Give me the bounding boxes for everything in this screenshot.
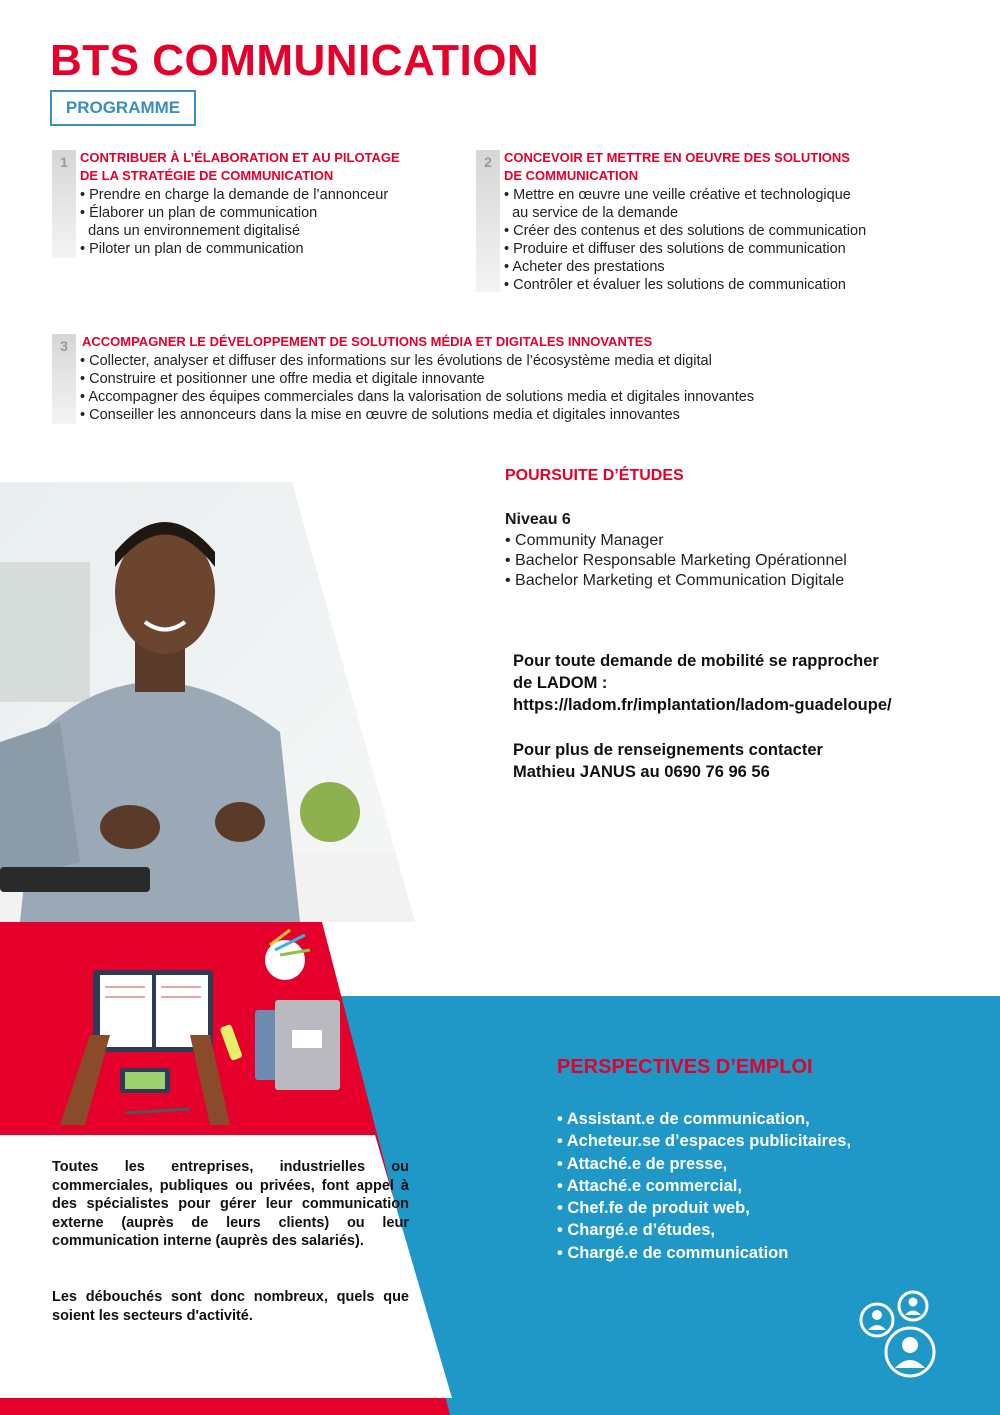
info-line1: Pour plus de renseignements contacter bbox=[513, 741, 823, 759]
section-2-title bbox=[504, 149, 850, 185]
ladom-link[interactable]: https://ladom.fr/implantation/ladom-guadeloupe/ bbox=[513, 696, 892, 714]
list-item: • Chargé.e de communication bbox=[557, 1242, 851, 1264]
section-1-list bbox=[80, 186, 388, 258]
poursuite-list bbox=[505, 531, 847, 591]
list-item: • Créer des contenus et des solutions de communication bbox=[504, 222, 866, 240]
list-item: • Attaché.e de presse, bbox=[557, 1153, 851, 1175]
list-item: • Acheter des prestations bbox=[504, 258, 866, 276]
section-1-number: 1 bbox=[52, 150, 76, 258]
list-item: • Contrôler et évaluer les solutions de communication bbox=[504, 276, 866, 294]
card-paragraph-2: Les débouchés sont donc nombreux, quels que soient les secteurs d'activité. bbox=[52, 1289, 409, 1324]
niveau-label: Niveau 6 bbox=[505, 511, 571, 528]
list-item: • Chef.fe de produit web, bbox=[557, 1197, 851, 1219]
student-photo bbox=[0, 482, 415, 922]
mobility-contact bbox=[513, 650, 892, 716]
section-3-title: ACCOMPAGNER LE DÉVELOPPEMENT DE SOLUTIONS MÉDIA ET DIGITALES INNOVANTES bbox=[82, 334, 653, 349]
list-item: • Piloter un plan de communication bbox=[80, 240, 388, 258]
section-3-number: 3 bbox=[52, 334, 76, 424]
mobility-line1: Pour toute demande de mobilité se rapprocher bbox=[513, 652, 879, 670]
section-2-list bbox=[504, 186, 866, 294]
section-1-title bbox=[80, 149, 400, 185]
list-item: • Bachelor Marketing et Communication Digitale bbox=[505, 571, 847, 591]
list-item: • Prendre en charge la demande de l’annonceur bbox=[80, 186, 388, 204]
list-item: • Chargé.e d’études, bbox=[557, 1219, 851, 1241]
poursuite-title: POURSUITE D’ÉTUDES bbox=[505, 467, 684, 484]
page-title: BTS COMMUNICATION bbox=[50, 36, 540, 85]
list-item: • Bachelor Responsable Marketing Opérationnel bbox=[505, 551, 847, 571]
list-item: • Mettre en œuvre une veille créative et technologique bbox=[504, 186, 866, 204]
list-item: • Accompagner des équipes commerciales dans la valorisation de solutions media et digitales innovantes bbox=[80, 388, 754, 406]
info-contact bbox=[513, 739, 823, 783]
section-2-title-line1: CONCEVOIR ET METTRE EN OEUVRE DES SOLUTIONS bbox=[504, 150, 850, 165]
perspectives-title: PERSPECTIVES D’EMPLOI bbox=[557, 1056, 813, 1078]
list-item: • Collecter, analyser et diffuser des informations sur les évolutions de l’écosystème media et digital bbox=[80, 352, 754, 370]
list-item: • Community Manager bbox=[505, 531, 847, 551]
section-1-title-line1: CONTRIBUER À L’ÉLABORATION ET AU PILOTAGE bbox=[80, 150, 400, 165]
list-item: au service de la demande bbox=[512, 205, 679, 221]
section-1-title-line2: DE LA STRATÉGIE DE COMMUNICATION bbox=[80, 168, 334, 183]
info-line2: Mathieu JANUS au 0690 76 96 56 bbox=[513, 763, 770, 781]
list-item: dans un environnement digitalisé bbox=[88, 223, 301, 239]
list-item: • Attaché.e commercial, bbox=[557, 1175, 851, 1197]
programme-label: PROGRAMME bbox=[50, 90, 196, 126]
list-item: • Élaborer un plan de communication bbox=[80, 204, 388, 222]
mobility-line2: de LADOM : bbox=[513, 674, 608, 692]
perspectives-list bbox=[557, 1108, 851, 1264]
list-item: • Acheteur.se d’espaces publicitaires, bbox=[557, 1130, 851, 1152]
card-paragraph-1: Toutes les entreprises, industrielles ou commerciales, publiques ou privées, font appel à des spécialistes pour gérer leur communication externe (auprès de leurs clients) ou leur communication interne (auprès des salariés). bbox=[52, 1159, 409, 1249]
list-item: • Conseiller les annonceurs dans la mise en œuvre de solutions media et digitales innovantes bbox=[80, 406, 754, 424]
people-network-icon bbox=[855, 1290, 945, 1380]
section-3-list bbox=[80, 352, 754, 424]
list-item: • Assistant.e de communication, bbox=[557, 1108, 851, 1130]
section-2-number: 2 bbox=[476, 150, 500, 292]
list-item: • Construire et positionner une offre media et digitale innovante bbox=[80, 370, 754, 388]
list-item: • Produire et diffuser des solutions de communication bbox=[504, 240, 866, 258]
section-2-title-line2: DE COMMUNICATION bbox=[504, 168, 639, 183]
desk-illustration bbox=[60, 925, 360, 1125]
